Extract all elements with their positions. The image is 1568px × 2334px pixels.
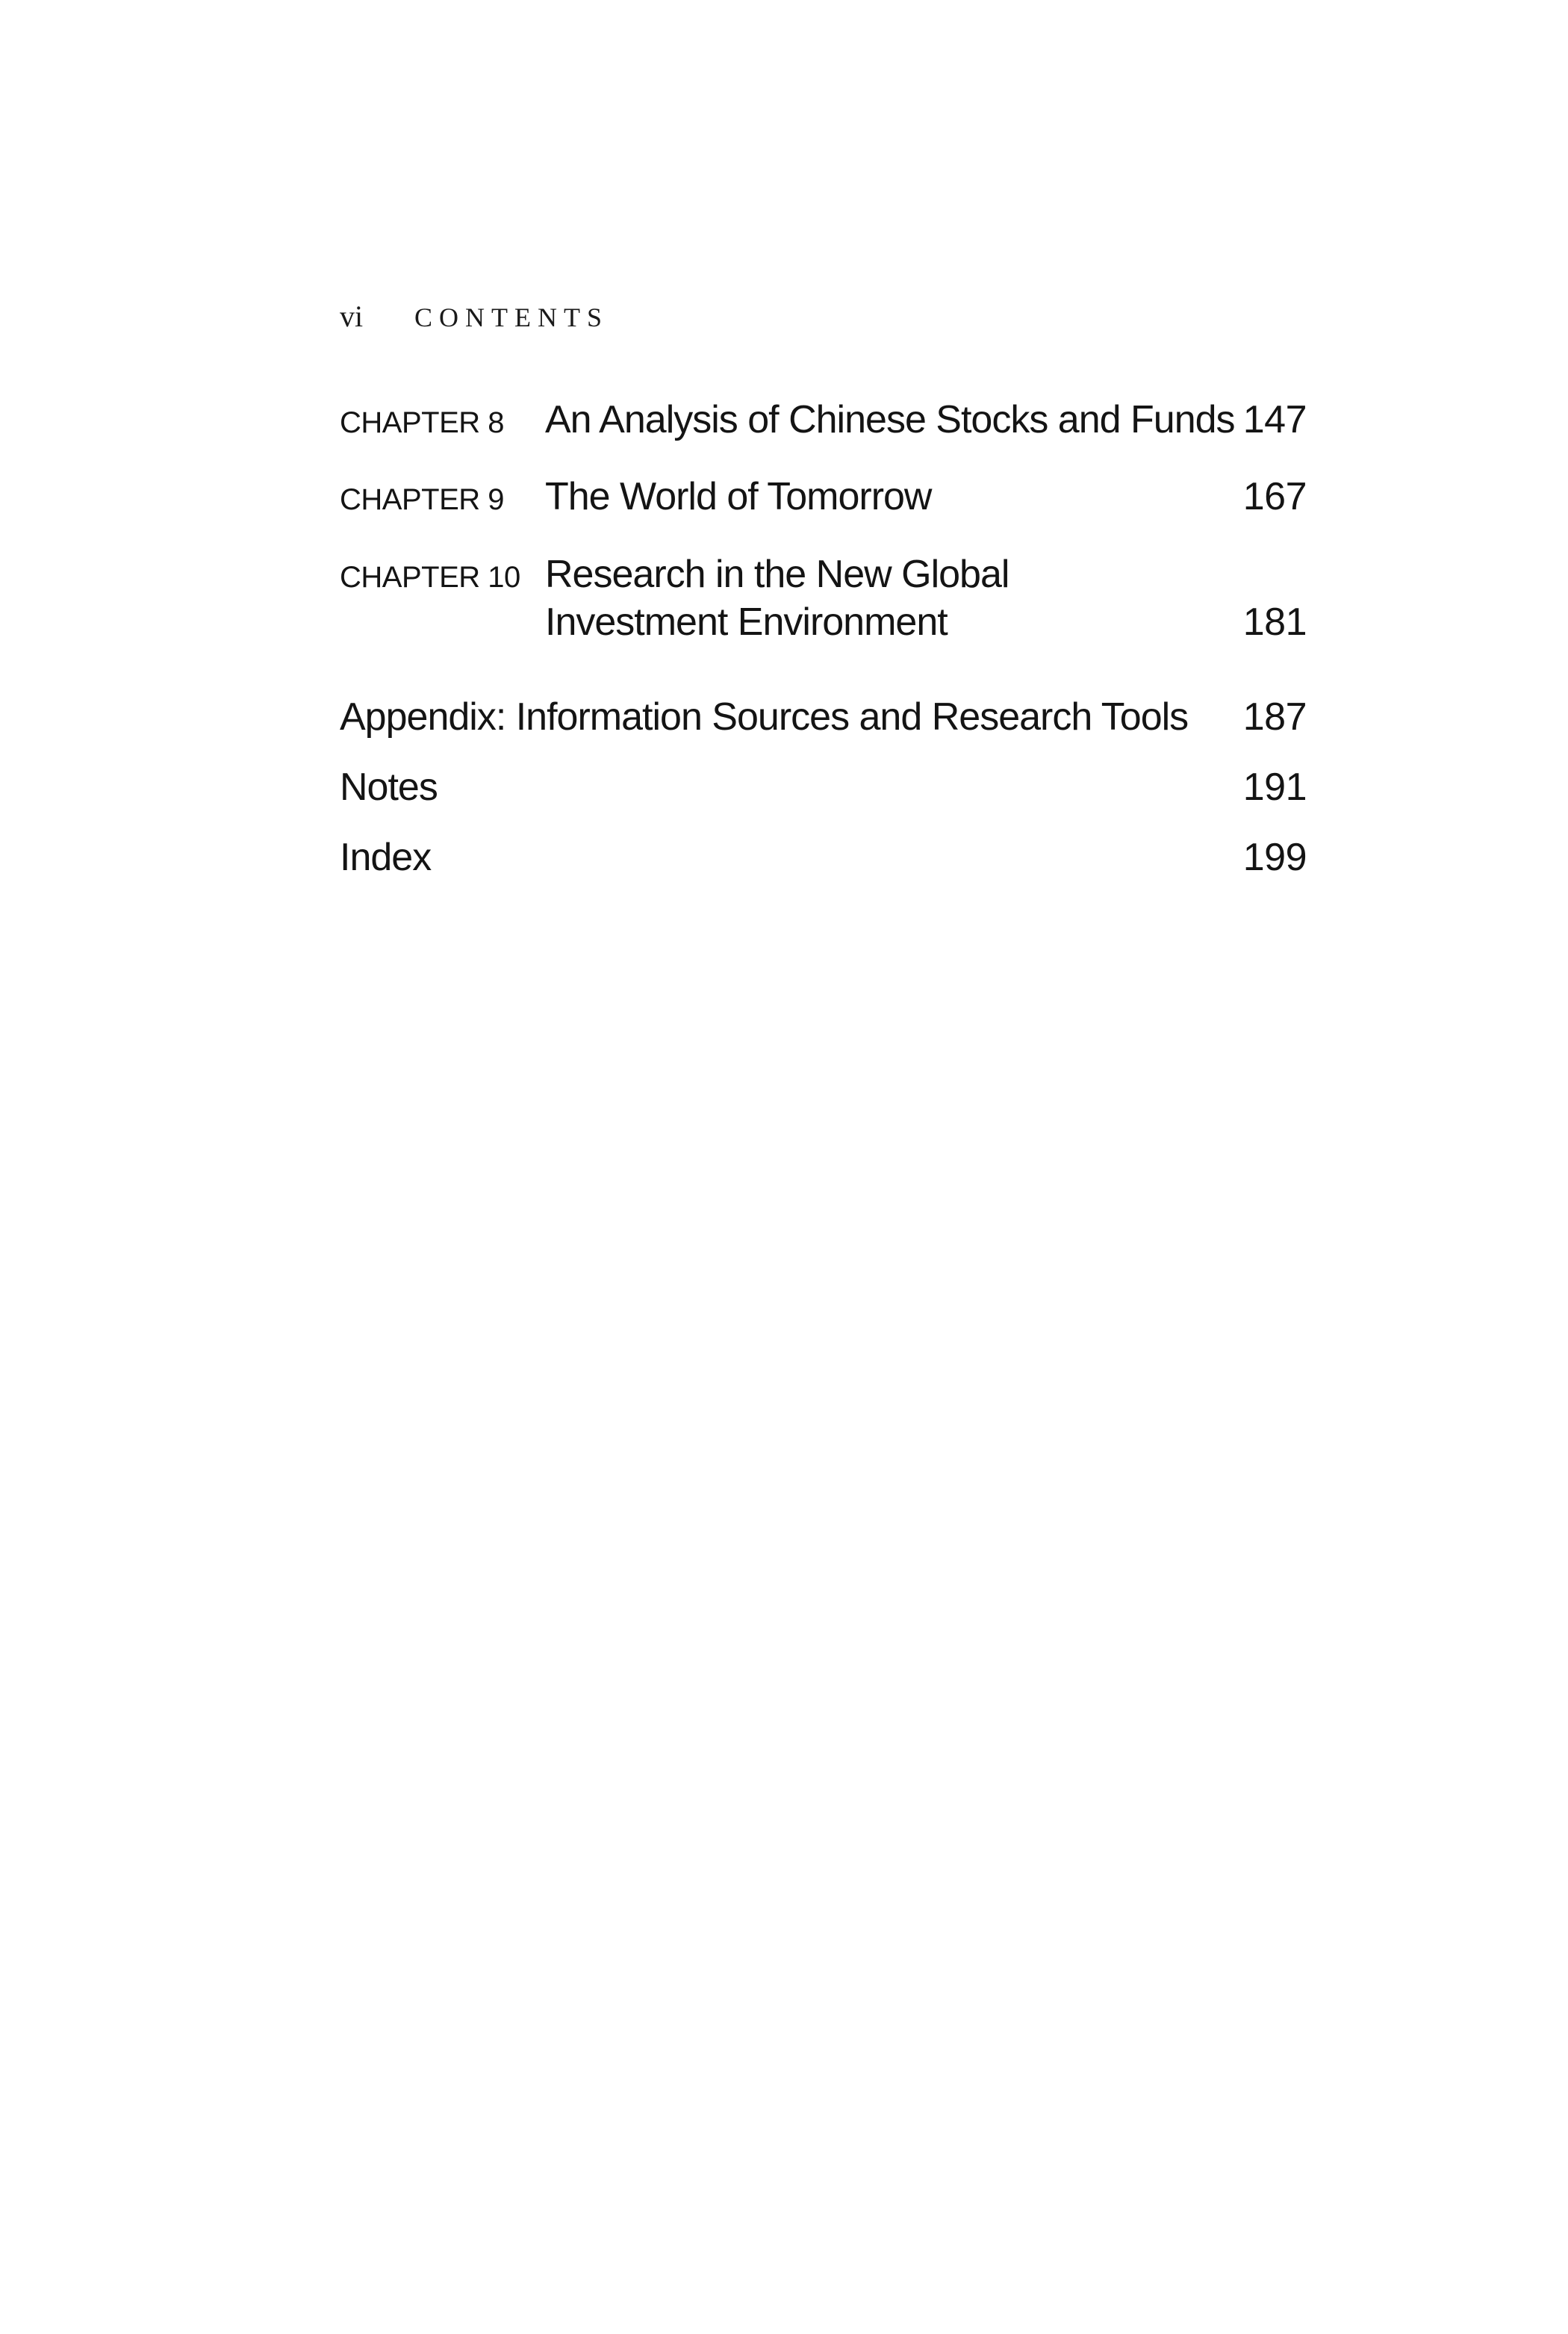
page-number: 199 bbox=[1242, 836, 1307, 879]
toc-entry-chapter-8 bbox=[340, 396, 1307, 448]
running-head bbox=[340, 299, 609, 344]
chapter-title: The World of Tomorrow bbox=[545, 475, 932, 518]
chapter-title-line-1: Research in the New Global bbox=[545, 553, 1009, 596]
chapter-label: CHAPTER 8 bbox=[340, 406, 504, 439]
page-number: 187 bbox=[1242, 695, 1307, 739]
page-folio: vi bbox=[340, 299, 364, 333]
page-number: 181 bbox=[1242, 600, 1307, 644]
chapter-title: An Analysis of Chinese Stocks and Funds bbox=[545, 398, 1235, 441]
toc-entry-notes bbox=[340, 763, 1307, 816]
page-number: 167 bbox=[1242, 475, 1307, 518]
page-number: 191 bbox=[1242, 766, 1307, 809]
chapter-label: CHAPTER 10 bbox=[340, 561, 520, 594]
chapter-label: CHAPTER 9 bbox=[340, 483, 504, 516]
running-title: CONTENTS bbox=[414, 302, 609, 332]
back-matter-title: Appendix: Information Sources and Research Tools bbox=[340, 695, 1189, 739]
toc-entry-appendix bbox=[340, 693, 1307, 745]
toc-entry-index bbox=[340, 834, 1307, 886]
page-number: 147 bbox=[1242, 398, 1307, 441]
toc-entry-chapter-9 bbox=[340, 473, 1307, 525]
back-matter-title: Index bbox=[340, 836, 432, 879]
toc-entry-chapter-10 bbox=[340, 550, 1307, 655]
chapter-title-line-2: Investment Environment bbox=[545, 600, 948, 644]
back-matter-title: Notes bbox=[340, 766, 438, 809]
